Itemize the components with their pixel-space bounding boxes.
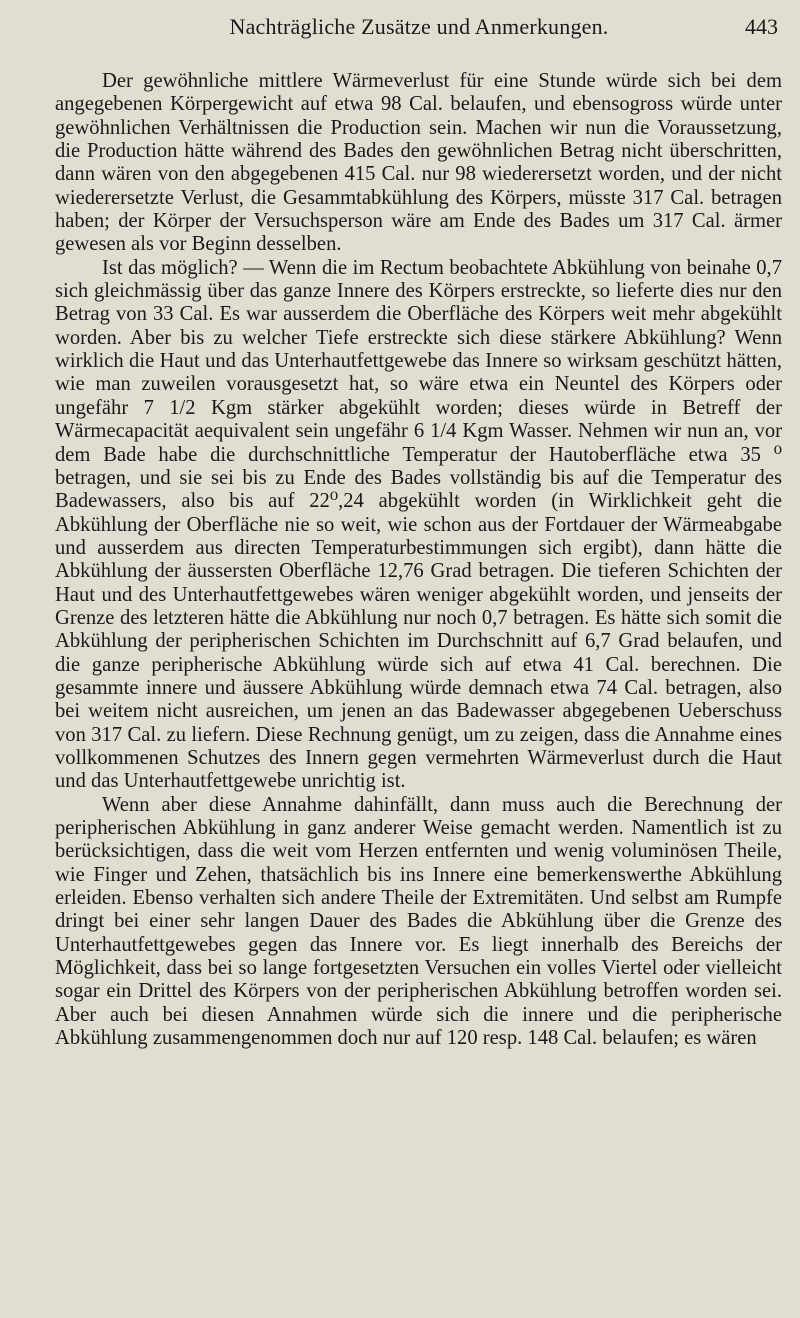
body-text [55,70,782,1050]
paragraph-3: Wenn aber diese Annahme dahinfällt, dann muss auch die Berechnung der peripherischen Abkühlung in ganz anderer Weise gemacht werden. Namentlich ist zu berücksichtigen, dass die weit vom Herzen entfernten und wenig voluminösen Theile, wie Finger und Zehen, thatsächlich bis ins Innere eine bemerkenswerthe Abkühlung erleiden. Ebenso verhalten sich andere Theile der Extremitäten. Und selbst am Rumpfe dringt bei einer sehr langen Dauer des Bades die Abkühlung über die Grenze des Unterhautfettgewebes gegen das Innere vor. Es liegt innerhalb des Bereichs der Möglichkeit, dass bei so lange fortgesetzten Versuchen ein volles Viertel oder vielleicht sogar ein Drittel des Körpers von der peripherischen Abkühlung betroffen worden sei. Aber auch bei diesen Annahmen würde sich die innere und die peripherische Abkühlung zusammengenommen doch nur auf 120 resp. 148 Cal. belaufen; es wären [55,793,782,1050]
running-header [60,14,778,48]
paragraph-1: Der gewöhnliche mittlere Wärmeverlust für eine Stunde würde sich bei dem angegebenen Körpergewicht auf etwa 98 Cal. belaufen, und ebensogross würde unter gewöhnlichen Verhältnissen die Production sein. Machen wir nun die Voraussetzung, die Production hätte während des Bades den gewöhnlichen Betrag nicht überschritten, dann wären von den abgegebenen 415 Cal. nur 98 wiederersetzt worden, und der nicht wiederersetzte Verlust, die Gesammtabkühlung des Körpers, müsste 317 Cal. betragen haben; der Körper der Versuchsperson wäre am Ende des Bades um 317 Cal. ärmer gewesen als vor Beginn desselben. [55,70,782,256]
paragraph-2: Ist das möglich? — Wenn die im Rectum beobachtete Abkühlung von beinahe 0,7 sich gleichmässig über das ganze Innere des Körpers erstreckte, so lieferte dies nur den Betrag von 33 Cal. Es war ausserdem die Oberfläche des Körpers weit mehr abgekühlt worden. Aber bis zu welcher Tiefe erstreckte sich diese stärkere Abkühlung? Wenn wirklich die Haut und das Unterhautfettgewebe das Innere so wirksam geschützt hätten, wie man zuweilen vorausgesetzt hat, so wäre etwa ein Neuntel des Körpers oder ungefähr 7 1/2 Kgm stärker abgekühlt worden; dieses würde in Betreff der Wärmecapacität aequivalent sein ungefähr 6 1/4 Kgm Wasser. Nehmen wir nun an, vor dem Bade habe die durchschnittliche Temperatur der Hautoberfläche etwa 35 ⁰ betragen, und sie sei bis zu Ende des Bades vollständig bis auf die Temperatur des Badewassers, also bis auf 22⁰,24 abgekühlt worden (in Wirklichkeit geht die Abkühlung der Oberfläche nie so weit, wie schon aus der Fortdauer der Wärmeabgabe und ausserdem aus directen Temperaturbestimmungen sich ergibt), dann hätte die Abkühlung der äussersten Oberfläche 12,76 Grad betragen. Die tieferen Schichten der Haut und des Unterhautfettgewebes wären weniger abgekühlt worden, und jenseits der Grenze des letzteren hätte die Abkühlung nur noch 0,7 betragen. Es hätte sich somit die Abkühlung der peripherischen Schichten im Durchschnitt auf 6,7 Grad belaufen, und die ganze peripherische Abkühlung würde sich auf etwa 41 Cal. berechnen. Die gesammte innere und äussere Abkühlung würde demnach etwa 74 Cal. betragen, also bei weitem nicht ausreichen, um jenen an das Badewasser abgegebenen Ueberschuss von 317 Cal. zu liefern. Diese Rechnung genügt, um zu zeigen, dass die Annahme eines vollkommenen Schutzes des Innern gegen vermehrten Wärmeverlust durch die Haut und das Unterhautfettgewebe unrichtig ist. [55,256,782,793]
page-number: 443 [745,14,778,39]
running-title: Nachträgliche Zusätze und Anmerkungen. [229,14,609,39]
